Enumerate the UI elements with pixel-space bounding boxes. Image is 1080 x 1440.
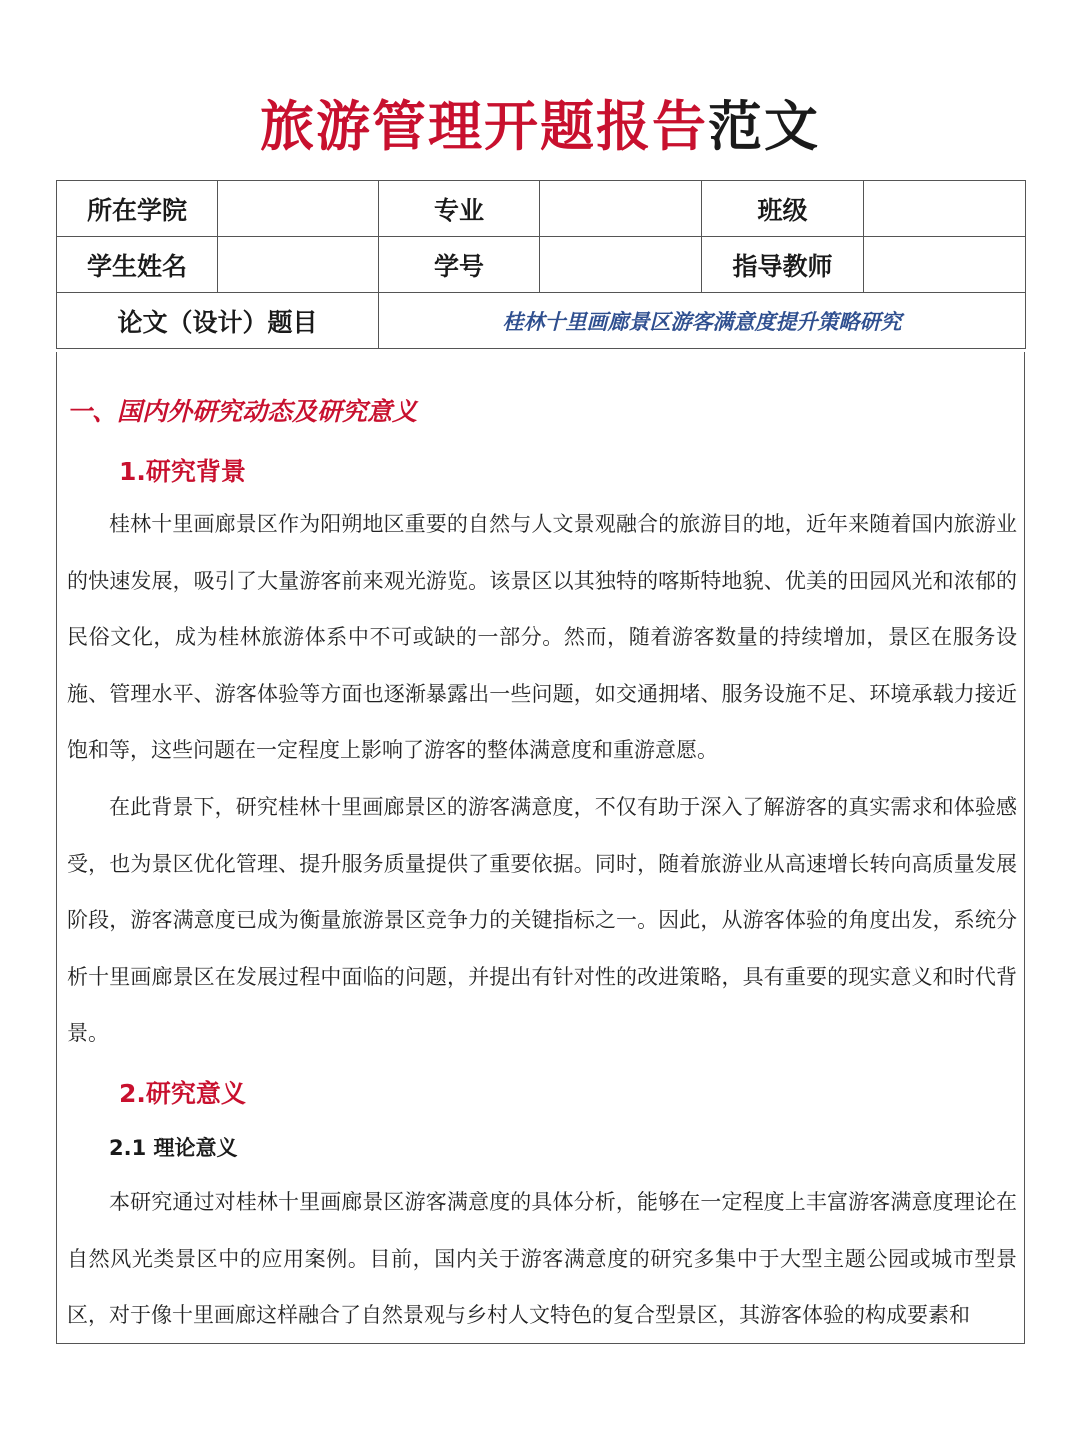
class-value xyxy=(864,181,1026,237)
table-row xyxy=(57,181,1026,237)
student-name-value xyxy=(218,237,379,293)
page-title xyxy=(0,92,1080,162)
paragraph: 桂林十里画廊景区作为阳朔地区重要的自然与人文景观融合的旅游目的地，近年来随着国内旅游业的快速发展，吸引了大量游客前来观光游览。该景区以其独特的喀斯特地貌、优美的田园风光和浓郁的民俗文化，成为桂林旅游体系中不可或缺的一部分。然而，随着游客数量的持续增加，景区在服务设施、管理水平、游客体验等方面也逐渐暴露出一些问题，如交通拥堵、服务设施不足、环境承载力接近饱和等，这些问题在一定程度上影响了游客的整体满意度和重游意愿。 xyxy=(67,512,1017,762)
major-value xyxy=(540,181,702,237)
title-red-part: 旅游管理开题报告 xyxy=(260,95,708,158)
table-row xyxy=(57,237,1026,293)
paragraph: 本研究通过对桂林十里画廊景区游客满意度的具体分析，能够在一定程度上丰富游客满意度理论在自然风光类景区中的应用案例。目前，国内关于游客满意度的研究多集中于大型主题公园或城市型景区，对于像十里画廊这样融合了自然景观与乡村人文特色的复合型景区，其游客体验的构成要素和 xyxy=(67,1190,1017,1327)
advisor-label: 指导教师 xyxy=(702,237,864,293)
content-box xyxy=(56,352,1025,1344)
paragraph: 在此背景下，研究桂林十里画廊景区的游客满意度，不仅有助于深入了解游客的真实需求和体验感受，也为景区优化管理、提升服务质量提供了重要依据。同时，随着旅游业从高速增长转向高质量发展阶段，游客满意度已成为衡量旅游景区竞争力的关键指标之一。因此，从游客体验的角度出发，系统分析十里画廊景区在发展过程中面临的问题，并提出有针对性的改进策略，具有重要的现实意义和时代背景。 xyxy=(67,795,1017,1045)
subsection-heading-background: 1.研究背景 xyxy=(119,457,246,486)
section-heading: 一、国内外研究动态及研究意义 xyxy=(67,397,418,426)
student-id-label: 学号 xyxy=(379,237,540,293)
topic-value: 桂林十里画廊景区游客满意度提升策略研究 xyxy=(379,293,1026,349)
subsection-heading-significance: 2.研究意义 xyxy=(119,1079,246,1108)
college-label: 所在学院 xyxy=(57,181,218,237)
class-label: 班级 xyxy=(702,181,864,237)
info-table xyxy=(56,180,1026,349)
student-name-label: 学生姓名 xyxy=(57,237,218,293)
advisor-value xyxy=(864,237,1026,293)
subsection-heading-theory: 2.1 理论意义 xyxy=(109,1136,238,1160)
topic-label: 论文（设计）题目 xyxy=(57,293,379,349)
college-value xyxy=(218,181,379,237)
title-black-part: 范文 xyxy=(708,95,820,158)
table-row xyxy=(57,293,1026,349)
major-label: 专业 xyxy=(379,181,540,237)
student-id-value xyxy=(540,237,702,293)
